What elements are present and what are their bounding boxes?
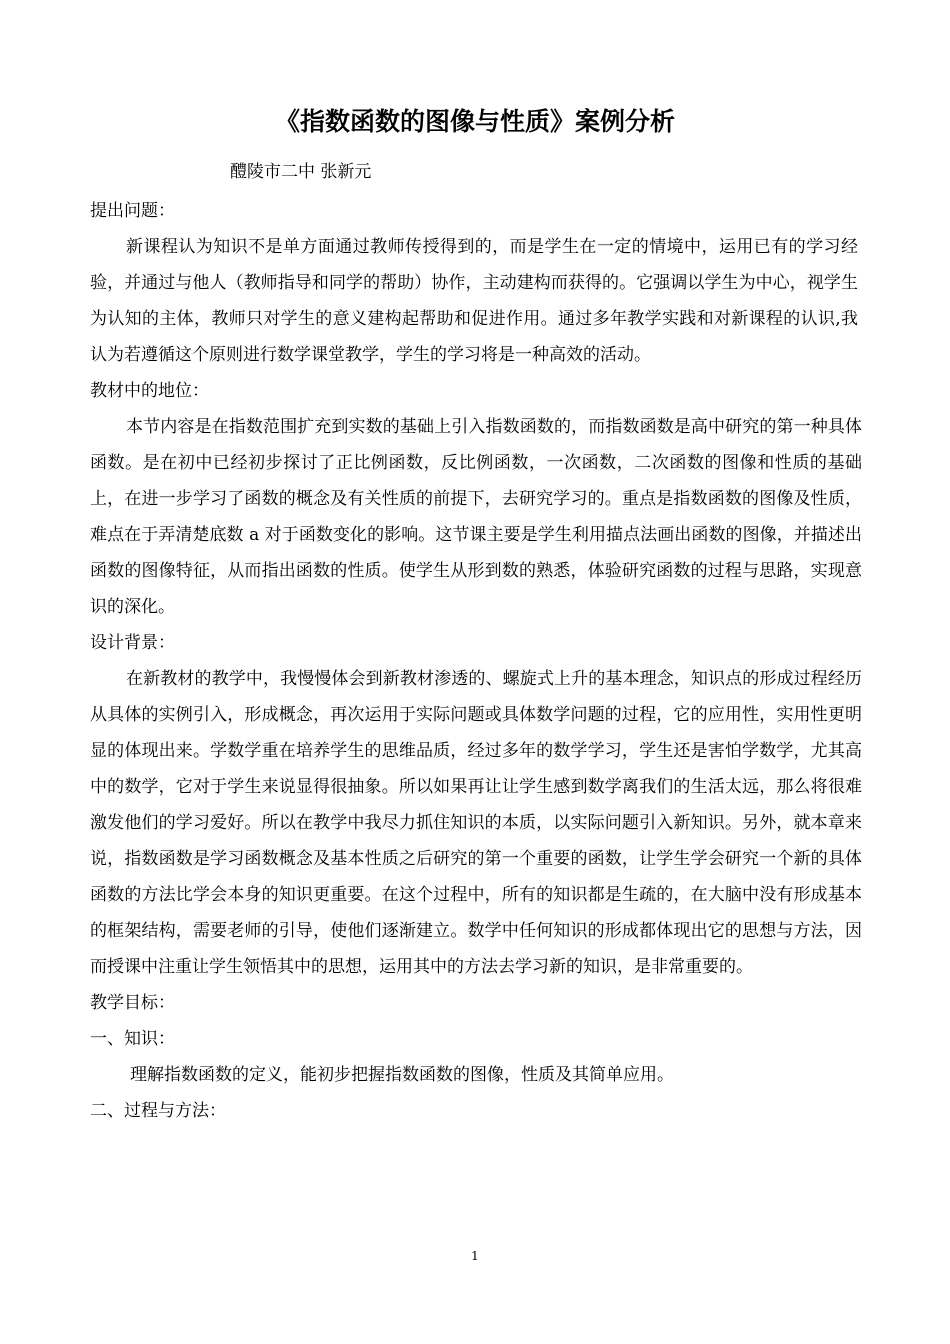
paragraph-problem: 新课程认为知识不是单方面通过教师传授得到的，而是学生在一定的情境中，运用已有的学习经验，并通过与他人（教师指导和同学的帮助）协作，主动建构而获得的。它强调以学生为中心，视学生为认知的主体，教师只对学生的意义建构起帮助和促进作用。通过多年教学实践和对新课程的认识,我认为若遵循这个原则进行数学课堂教学，学生的学习将是一种高效的活动。 bbox=[90, 237, 858, 365]
section-heading-objectives: 教学目标： bbox=[90, 993, 175, 1013]
section-heading-problem: 提出问题： bbox=[90, 201, 175, 221]
author-line: 醴陵市二中 张新元 bbox=[230, 162, 372, 182]
paragraph-background: 在新教材的教学中，我慢慢体会到新教材渗透的、螺旋式上升的基本理念，知识点的形成过程经历从具体的实例引入，形成概念，再次运用于实际问题或具体数学问题的过程，它的应用性，实用性更明显的体现出来。学数学重在培养学生的思维品质，经过多年的数学学习，学生还是害怕学数学，尤其高中的数学，它对于学生来说显得很抽象。所以如果再让让学生感到数学离我们的生活太远，那么将很难激发他们的学习爱好。所以在教学中我尽力抓住知识的本质，以实际问题引入新知识。另外，就本章来说，指数函数是学习函数概念及基本性质之后研究的第一个重要的函数，让学生学会研究一个新的具体函数的方法比学会本身的知识更重要。在这个过程中，所有的知识都是生疏的，在大脑中没有形成基本的框架结构，需要老师的引导，使他们逐渐建立。数学中任何知识的形成都体现出它的思想与方法，因而授课中注重让学生领悟其中的思想，运用其中的方法去学习新的知识，是非常重要的。 bbox=[90, 669, 862, 977]
subheading-knowledge: 一、知识： bbox=[90, 1029, 175, 1049]
section-heading-position: 教材中的地位： bbox=[90, 381, 209, 401]
paragraph-knowledge: 理解指数函数的定义，能初步把握指数函数的图像，性质及其简单应用。 bbox=[130, 1065, 674, 1085]
section-heading-background: 设计背景： bbox=[90, 633, 175, 653]
document-title: 《指数函数的图像与性质》案例分析 bbox=[274, 107, 675, 136]
page-number: 1 bbox=[471, 1249, 479, 1263]
subheading-process-method: 二、过程与方法： bbox=[90, 1101, 226, 1121]
paragraph-position: 本节内容是在指数范围扩充到实数的基础上引入指数函数的，而指数函数是高中研究的第一种具体函数。是在初中已经初步探讨了正比例函数，反比例函数，一次函数，二次函数的图像和性质的基础上，在进一步学习了函数的概念及有关性质的前提下，去研究学习的。重点是指数函数的图像及性质，难点在于弄清楚底数 a 对于函数变化的影响。这节课主要是学生利用描点法画出函数的图像，并描述出函数的图像特征，从而指出函数的性质。使学生从形到数的熟悉，体验研究函数的过程与思路，实现意识的深化。 bbox=[90, 417, 862, 617]
document-body bbox=[90, 193, 862, 1129]
